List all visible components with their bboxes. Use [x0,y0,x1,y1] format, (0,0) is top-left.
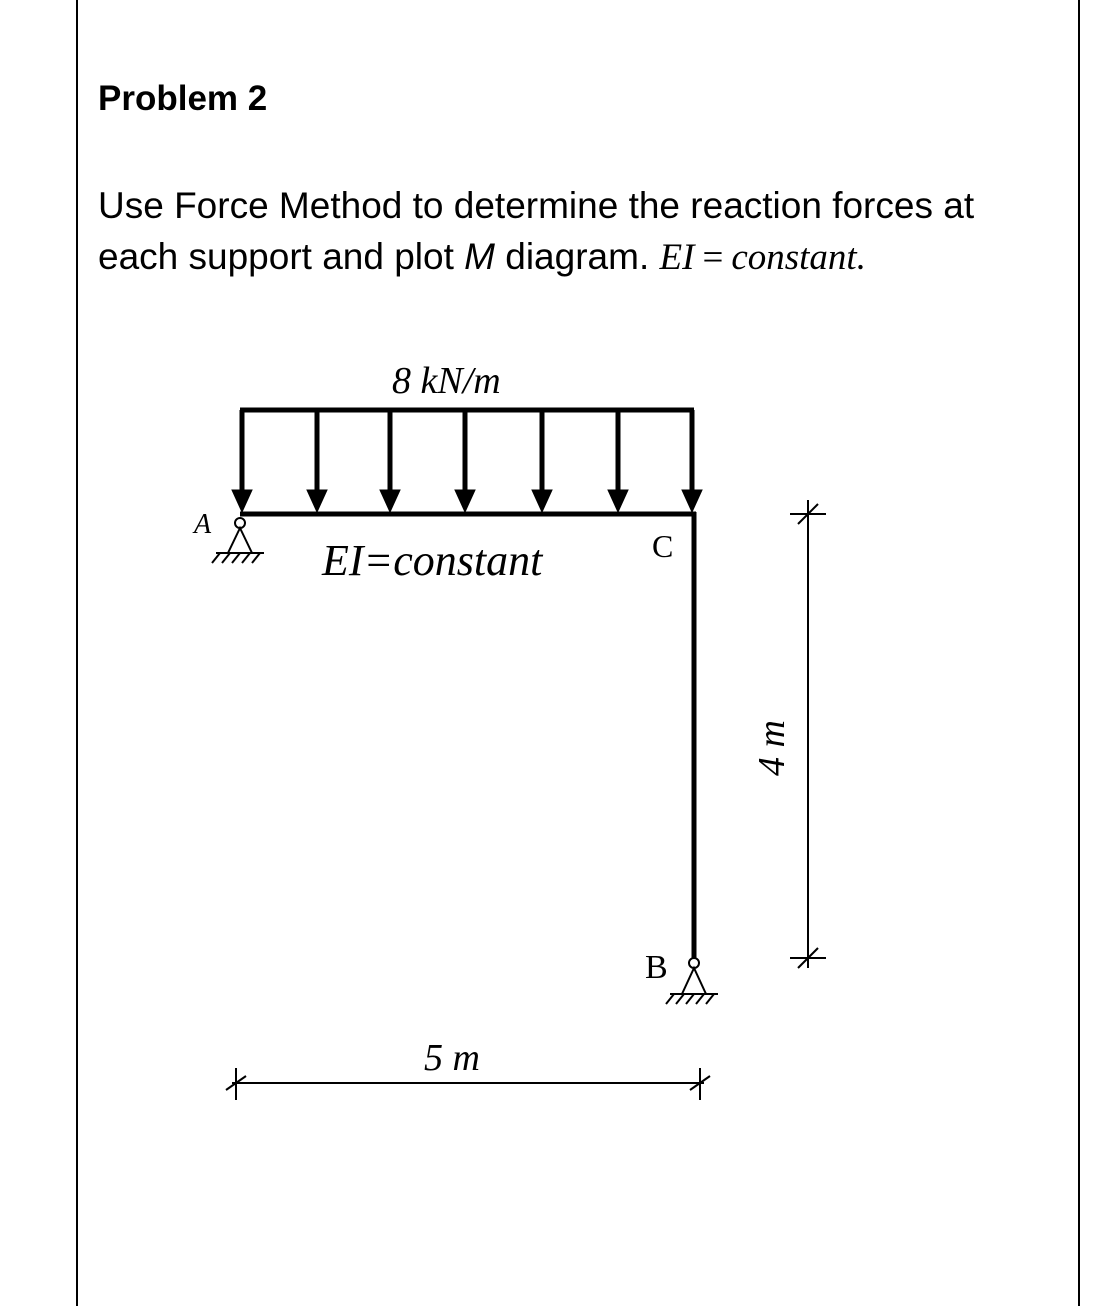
pin-triangle [228,528,252,553]
hatch [676,994,684,1004]
hatch [706,994,714,1004]
load-arrows [232,410,702,512]
hatch [242,553,250,563]
hatch [232,553,240,563]
node-c-label: C [652,528,674,564]
node-b-label: B [645,949,668,986]
hatch [212,553,220,563]
distributed-load [232,410,702,512]
height-dimension [790,500,826,968]
load-arrowhead [608,490,628,512]
constant-symbol: constant [731,237,857,278]
span-label: 5 m [424,1037,480,1079]
hatch [666,994,674,1004]
statement-text: each support and plot [98,236,465,277]
load-arrowhead [455,490,475,512]
node-a-label: A [194,509,212,540]
pin-support-a [212,518,264,563]
problem-title: Problem 2 [98,79,268,118]
pin-triangle [682,968,706,994]
pin-support-b [666,958,718,1004]
load-arrowhead [532,490,552,512]
moment-symbol: M [464,236,495,277]
height-label: 4 m [751,720,793,776]
load-label: 8 kN/m [392,360,501,402]
equals-sign: = [702,237,724,278]
hatch [696,994,704,1004]
hatch [222,553,230,563]
load-arrowhead [232,490,252,512]
stiffness-label: EI=constant [322,536,543,585]
period: . [856,237,866,278]
load-arrowhead [380,490,400,512]
ei-symbol: EI [659,237,695,278]
statement-line-1: Use Force Method to determine the reaction forces at [98,185,975,226]
hatch [686,994,694,1004]
hatch [252,553,260,563]
load-arrowhead [307,490,327,512]
load-arrowhead [682,490,702,512]
statement-text: diagram. [494,236,660,277]
